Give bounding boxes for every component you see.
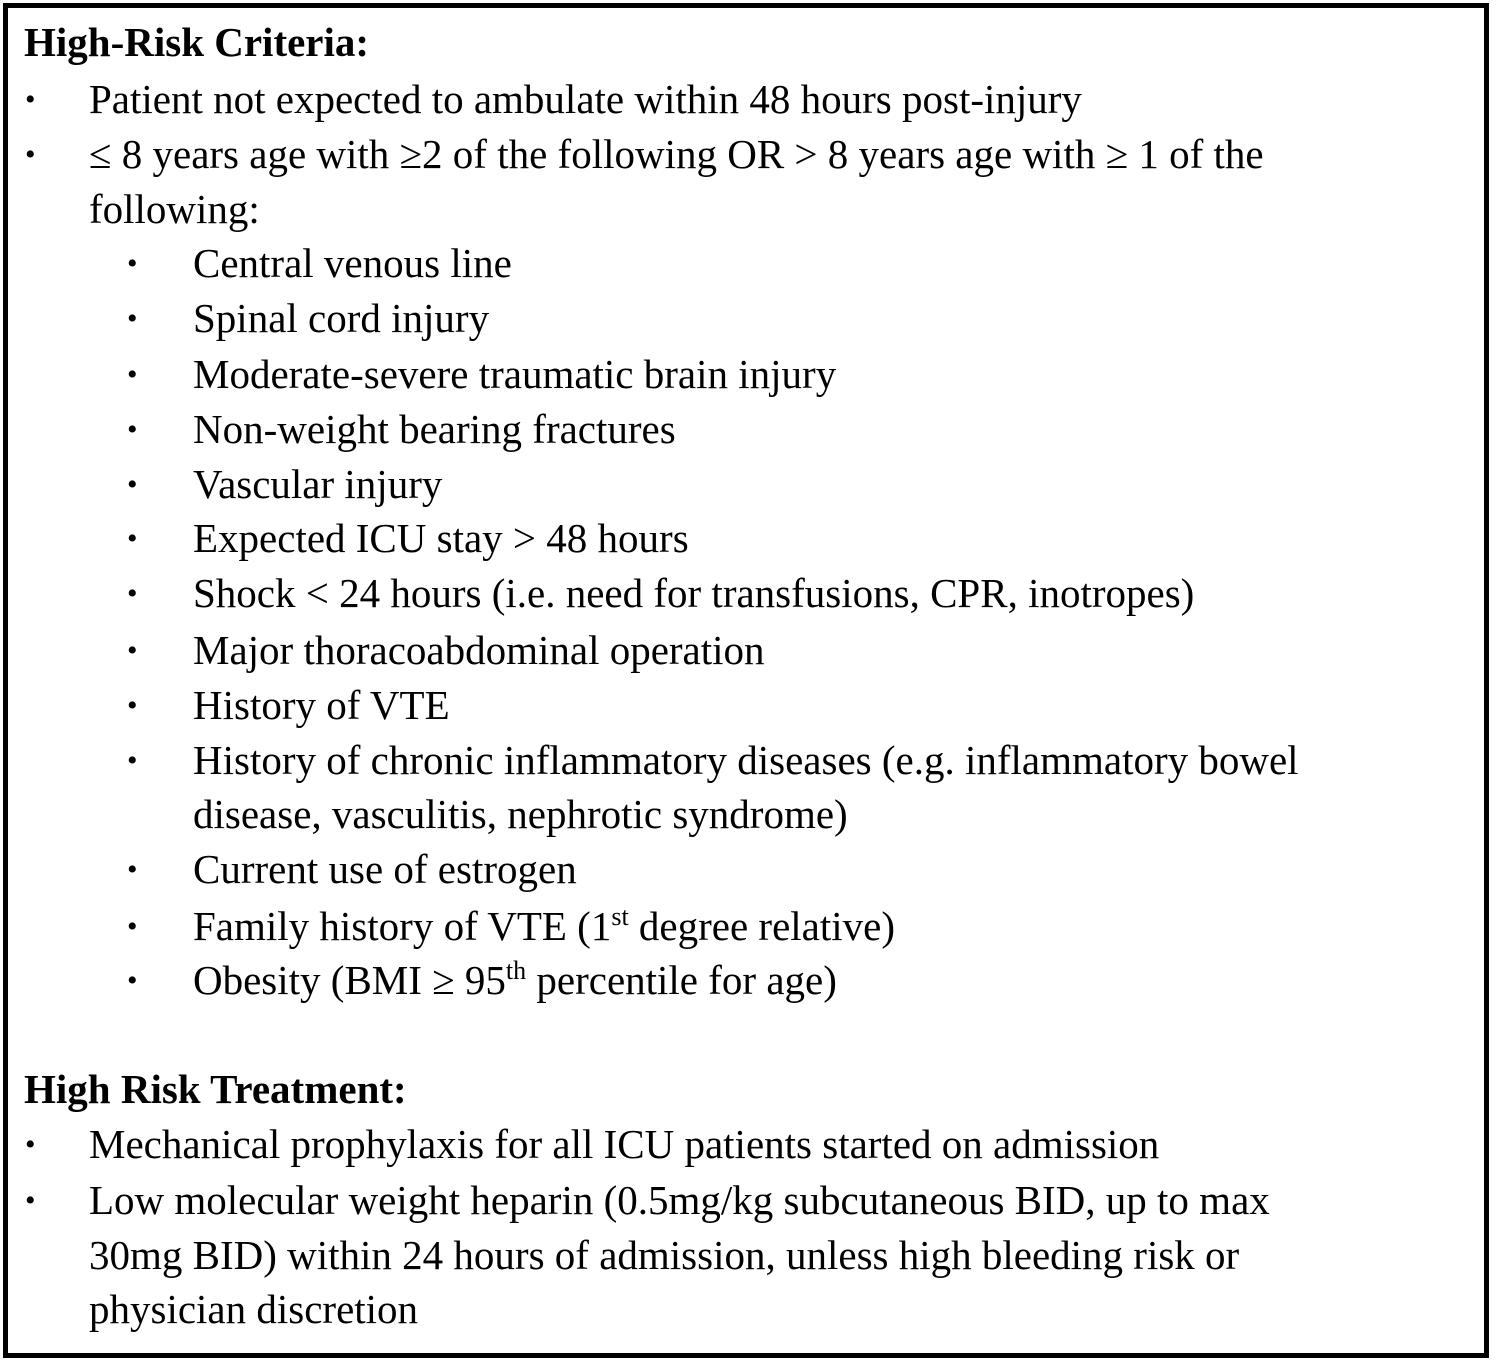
sub-item-text: disease, vasculitis, nephrotic syndrome)	[193, 791, 848, 837]
bullet-icon: •	[127, 302, 138, 335]
bullet-icon: •	[127, 247, 138, 280]
bullet-icon: •	[127, 634, 138, 667]
treatment-heading: High Risk Treatment:	[24, 1066, 407, 1112]
bullet-icon: •	[25, 83, 36, 116]
bullet-icon: •	[25, 1128, 36, 1161]
sub-item-text: Major thoracoabdominal operation	[193, 627, 765, 673]
sub-item-text: Moderate-severe traumatic brain injury	[193, 351, 837, 397]
sub-item-text: Expected ICU stay > 48 hours	[193, 515, 689, 561]
bullet-icon: •	[127, 577, 138, 610]
criteria-heading: High-Risk Criteria:	[24, 19, 370, 65]
bullet-icon: •	[127, 358, 138, 391]
bullet-icon: •	[127, 910, 138, 943]
criteria-item-text: ≤ 8 years age with ≥2 of the following OR > 8 years age with ≥ 1 of the	[89, 131, 1264, 177]
sub-item-text: Non-weight bearing fractures	[193, 406, 676, 452]
treatment-item-text: Mechanical prophylaxis for all ICU patients started on admission	[89, 1121, 1160, 1167]
bullet-icon: •	[127, 744, 138, 777]
bullet-icon: •	[127, 522, 138, 555]
sub-item-text: Current use of estrogen	[193, 846, 577, 892]
superscript: st	[611, 902, 629, 931]
criteria-item-text: Patient not expected to ambulate within 48 hours post-injury	[89, 76, 1082, 122]
sub-item-text: Family history of VTE (1st degree relative)	[193, 902, 895, 949]
sub-item-text: Spinal cord injury	[193, 295, 490, 341]
bullet-icon: •	[25, 1184, 36, 1217]
superscript: th	[505, 956, 527, 985]
bullet-icon: •	[127, 413, 138, 446]
criteria-item-text: following:	[89, 186, 260, 232]
bullet-icon: •	[127, 468, 138, 501]
sub-item-text: History of chronic inflammatory diseases (e.g. inflammatory bowel	[193, 737, 1299, 783]
treatment-item-text: physician discretion	[89, 1286, 419, 1332]
bullet-icon: •	[127, 689, 138, 722]
sub-item-text: Shock < 24 hours (i.e. need for transfusions, CPR, inotropes)	[193, 570, 1195, 616]
treatment-item-text: 30mg BID) within 24 hours of admission, unless high bleeding risk or	[89, 1232, 1240, 1278]
bullet-icon: •	[25, 138, 36, 171]
sub-item-text: Obesity (BMI ≥ 95th percentile for age)	[193, 956, 837, 1003]
sub-item-text: Vascular injury	[193, 461, 443, 507]
sub-item-text: History of VTE	[193, 682, 450, 728]
treatment-item-text: Low molecular weight heparin (0.5mg/kg subcutaneous BID, up to max	[89, 1177, 1270, 1223]
bullet-icon: •	[127, 964, 138, 997]
bullet-icon: •	[127, 853, 138, 886]
sub-item-text: Central venous line	[193, 240, 512, 286]
